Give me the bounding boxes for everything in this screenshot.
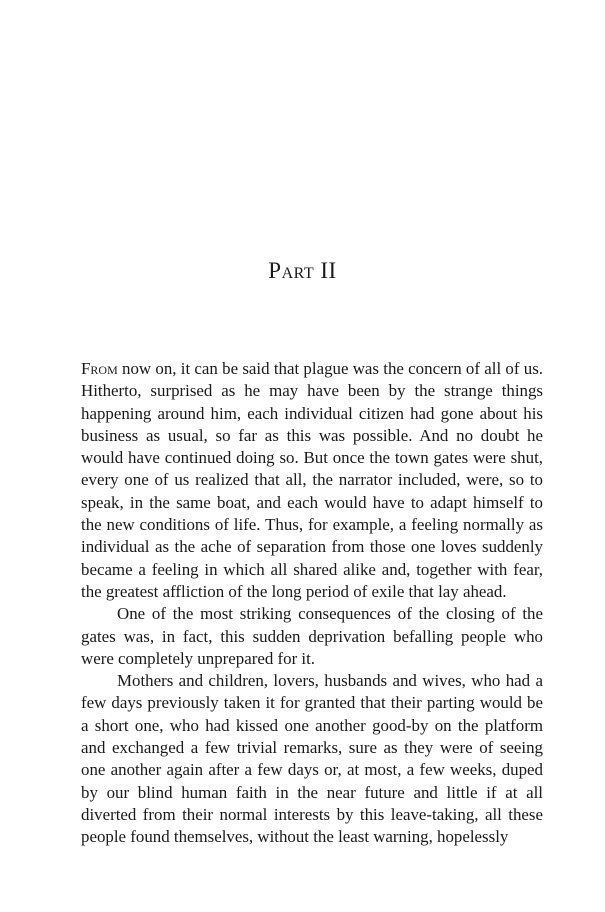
body-text	[81, 358, 543, 849]
paragraph-1	[81, 358, 543, 603]
paragraph-1-text: now on, it can be said that plague was the concern of all of us. Hitherto, surprised as he may have been by the strange things happening around him, each individual citizen had gone about his business as usual, so far as this was possible. And no doubt he would have continued doing so. But once the town gates were shut, every one of us realized that all, the narrator included, were, so to speak, in the same boat, and each would have to adapt himself to the new conditions of life. Thus, for example, a feeling normally as individual as the ache of separation from those one loves suddenly became a feeling in which all shared alike and, together with fear, the greatest affliction of the long period of exile that lay ahead.	[81, 359, 543, 601]
paragraph-2: One of the most striking consequences of the closing of the gates was, in fact, this sudden deprivation befalling people who were completely unprepared for it.	[81, 604, 543, 668]
paragraph-3: Mothers and children, lovers, husbands and wives, who had a few days previously taken it for granted that their parting would be a short one, who had kissed one another good-by on the platform and exchanged a few trivial remarks, sure as they were of seeing one another again after a few days or, at most, a few weeks, duped by our blind human faith in the near future and little if at all diverted from their normal interests by this leave-taking, all these people found themselves, without the least warning, hopelessly	[81, 671, 543, 847]
lead-word: From	[81, 359, 118, 378]
part-title: Part II	[268, 258, 337, 283]
